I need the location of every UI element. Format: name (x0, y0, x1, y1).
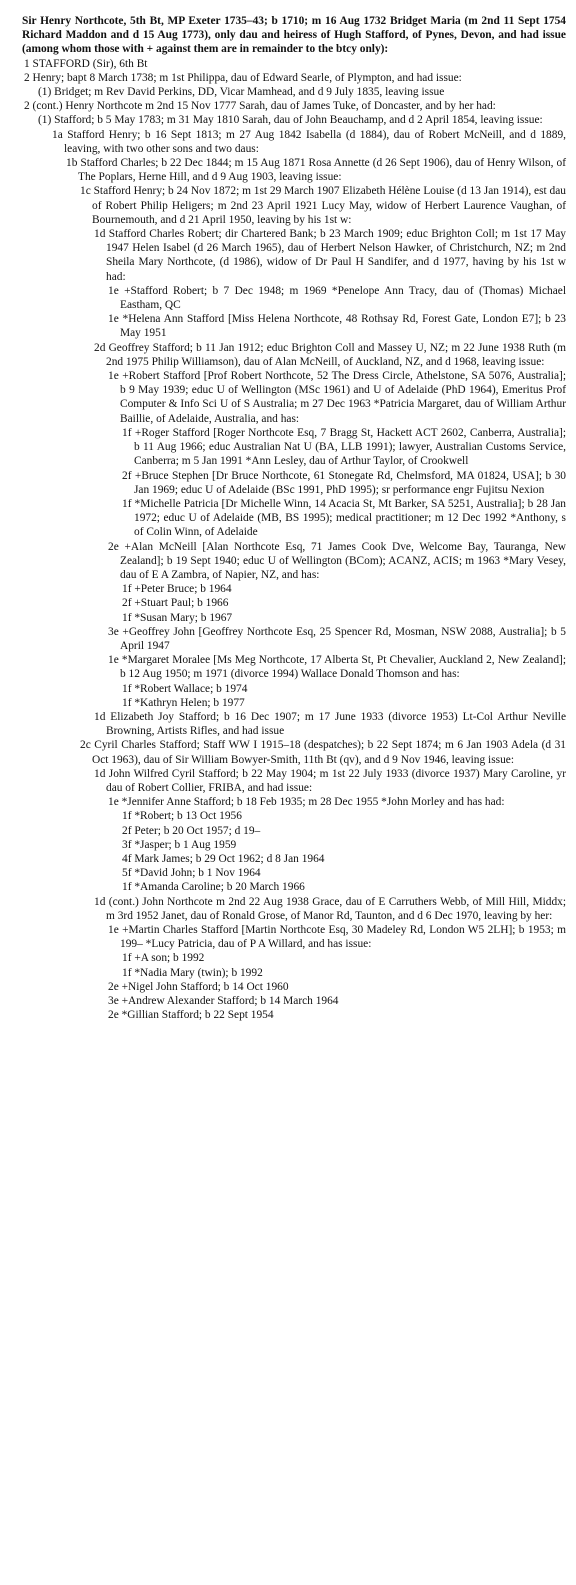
entry-1f-a-son: 1f +A son; b 1992 (122, 952, 205, 965)
entry-1-bridget: (1) Bridget; m Rev David Perkins, DD, Vicar Mamhead, and d 9 July 1835, leaving issue (38, 86, 445, 99)
entry-2-henry-cont: 2 (cont.) Henry Northcote m 2nd 15 Nov 1777 Sarah, dau of James Tuke, of Doncaster, and by her had: (24, 100, 496, 113)
entry-5f-david-john: 5f *David John; b 1 Nov 1964 (122, 867, 261, 880)
entry-1f-peter-bruce: 1f +Peter Bruce; b 1964 (122, 583, 232, 596)
entry-2f-peter: 2f Peter; b 20 Oct 1957; d 19– (122, 824, 261, 837)
entry-1e-martin-charles: 1e +Martin Charles Stafford [Martin Northcote Esq, 30 Madeley Rd, London W5 2LH]; b 1953; m 199– *Lucy Patricia, dau of P A Willard, and has issue: (108, 924, 566, 951)
entry-1d-elizabeth-joy: 1d Elizabeth Joy Stafford; b 16 Dec 1907; m 17 June 1933 (divorce 1953) Lt-Col Arthur Neville Browning, Artists Rifles, and had issue (94, 710, 566, 738)
entry-1a-stafford-henry: 1a Stafford Henry; b 16 Sept 1813; m 27 Aug 1842 Isabella (d 1884), dau of Robert McNeill, and d 1889, leaving, with two other sons and two daus: (52, 128, 566, 155)
entry-1e-robert-stafford: 1e +Robert Stafford [Prof Robert Northcote, 52 The Dress Circle, Athelstone, SA 5076, Australia]; b 9 May 1939; educ U of Wellington (MSc 1961) and U of Adelaide (PhD 1964), Emeritus Prof Computer & Info Sci U of S Australia; m 27 Dec 1963 *Patricia Margaret, dau of William Arthur Baillie, of Adelaide, Australia, and has: (108, 370, 566, 425)
entry-1f-susan-mary: 1f *Susan Mary; b 1967 (122, 611, 233, 624)
entry-2e-nigel-john: 2e +Nigel John Stafford; b 14 Oct 1960 (108, 980, 289, 993)
entry-4f-mark-james: 4f Mark James; b 29 Oct 1962; d 8 Jan 1964 (122, 852, 325, 865)
entry-2e-gillian-stafford: 2e *Gillian Stafford; b 22 Sept 1954 (108, 1009, 274, 1022)
entry-1d-stafford-charles-robert: 1d Stafford Charles Robert; dir Chartered Bank; b 23 March 1909; educ Brighton Coll; m 1st 17 May 1947 Helen Isabel (d 26 March 1965), dau of Herbert Nelson Hawker, of Christchurch, NZ; m 2nd Sheila Mary Northcote, (d 1986), widow of Dr Paul H Sandifer, and d 1977, having by his 1st w had: (94, 228, 566, 283)
entry-1d-john-northcote-cont: 1d (cont.) John Northcote m 2nd 22 Aug 1938 Grace, dau of E Carruthers Webb, of Mill Hill, Middx; m 3rd 1952 Janet, dau of Ronald Grose, of Manor Rd, Taunton, and d 6 Dec 1970, leaving by her: (94, 895, 566, 922)
entry-1e-helena-ann: 1e *Helena Ann Stafford [Miss Helena Northcote, 48 Rothsay Rd, Forest Gate, London E7]; b 23 May 1951 (108, 313, 566, 340)
entry-1f-michelle-patricia: 1f *Michelle Patricia [Dr Michelle Winn, 14 Acacia St, Mt Barker, SA 5251, Australia]; b 28 Jan 1972; educ U of Adelaide (MB, BS 1995); medical practitioner; m 12 Dec 1992 *Anthony, s of Colin Winn, of Adelaide (122, 497, 566, 539)
entry-1e-stafford-robert: 1e +Stafford Robert; b 7 Dec 1948; m 1969 *Penelope Ann Tracy, dau of (Thomas) Michael Eastham, QC (108, 284, 566, 312)
entry-1d-john-wilfred-cyril: 1d John Wilfred Cyril Stafford; b 22 May 1904; m 1st 22 July 1933 (divorce 1937) Mary Caroline, yr dau of Robert Collier, FRIBA, and had issue: (94, 767, 566, 794)
entry-2f-bruce-stephen: 2f +Bruce Stephen [Dr Bruce Northcote, 61 Stonegate Rd, Chelmsford, MA 01824, USA]; b 30 Jan 1969; educ U of Adelaide (BSc 1991, PhD 1995); sr performance engr Fujitsu Nexion (122, 469, 566, 496)
entry-1f-robert-wallace: 1f *Robert Wallace; b 1974 (122, 682, 248, 695)
entry-2-henry: 2 Henry; bapt 8 March 1738; m 1st Philippa, dau of Edward Searle, of Plympton, and had issue: (24, 71, 462, 84)
entry-1f-robert: 1f *Robert; b 13 Oct 1956 (122, 810, 242, 823)
entry-1f-amanda-caroline: 1f *Amanda Caroline; b 20 March 1966 (122, 881, 305, 894)
entry-2e-alan-mcneill: 2e +Alan McNeill [Alan Northcote Esq, 71 James Cook Dve, Welcome Bay, Tauranga, New Zealand]; b 19 Sept 1940; educ U of Wellington (BCom); ACANZ, ACIS; m 1963 *Mary Vesey, dau of E A Zambra, of Napier, NZ, and has: (108, 540, 566, 581)
entry-sir-henry-northcote: Sir Henry Northcote, 5th Bt, MP Exeter 1735–43; b 1710; m 16 Aug 1732 Bridget Maria (m 2nd 11 Sept 1754 Richard Maddon and d 15 Aug 1773), only dau and heiress of Hugh Stafford, of Pynes, Devon, and had issue (among whom those with + against them are in remainder to the btcy only): (22, 15, 566, 56)
entry-3e-andrew-alexander: 3e +Andrew Alexander Stafford; b 14 March 1964 (108, 995, 339, 1008)
entry-1e-jennifer-anne: 1e *Jennifer Anne Stafford; b 18 Feb 1935; m 28 Dec 1955 *John Morley and has had: (108, 796, 505, 809)
entry-1-stafford: (1) Stafford; b 5 May 1783; m 31 May 1810 Sarah, dau of John Beauchamp, and d 2 April 1854, leaving issue: (38, 114, 543, 127)
entry-1f-roger-stafford: 1f +Roger Stafford [Roger Northcote Esq, 7 Bragg St, Hackett ACT 2602, Canberra, Australia]; b 11 Aug 1966; educ Australian Nat U (BA, LLB 1991); lawyer, Australian Customs Service, Canberra; m 5 Jan 1991 *Ann Lesley, dau of Arthur Taylor, of Crookwell (122, 426, 566, 468)
entry-2d-geoffrey-stafford: 2d Geoffrey Stafford; b 11 Jan 1912; educ Brighton Coll and Massey U, NZ; m 22 June 1938 Ruth (m 2nd 1975 Philip Williamson), dau of Alan McNeill, of Auckland, NZ, and d 1968, leaving issue: (94, 341, 566, 368)
entry-3e-geoffrey-john: 3e +Geoffrey John [Geoffrey Northcote Esq, 25 Spencer Rd, Mosman, NSW 2088, Australia]; b 5 April 1947 (108, 625, 566, 652)
entry-3f-jasper: 3f *Jasper; b 1 Aug 1959 (122, 838, 237, 851)
entry-1f-nadia-mary: 1f *Nadia Mary (twin); b 1992 (122, 966, 263, 979)
entry-1f-kathryn-helen: 1f *Kathryn Helen; b 1977 (122, 696, 245, 709)
entry-2f-stuart-paul: 2f +Stuart Paul; b 1966 (122, 597, 229, 610)
entry-2c-cyril-charles: 2c Cyril Charles Stafford; Staff WW I 1915–18 (despatches); b 22 Sept 1874; m 6 Jan 1903 Adela (d 31 Oct 1963), dau of Sir William Bowyer-Smith, 11th Bt (qv), and d 9 Nov 1946, leaving issue: (80, 739, 566, 766)
entry-1b-stafford-charles: 1b Stafford Charles; b 22 Dec 1844; m 15 Aug 1871 Rosa Annette (d 26 Sept 1906), dau of Henry Wilson, of The Poplars, Herne Hill, and d 9 Aug 1903, leaving issue: (66, 157, 566, 184)
entry-1c-stafford-henry: 1c Stafford Henry; b 24 Nov 1872; m 1st 29 March 1907 Elizabeth Hélène Louise (d 13 Jan 1914), est dau of Robert Philip Heligers; m 2nd 23 April 1921 Lucy May, widow of Herbert Laurence Vaughan, of Bournemouth, and d 21 April 1950, leaving by his 1st w: (80, 185, 567, 226)
entry-1-stafford-6th-bt: 1 STAFFORD (Sir), 6th Bt (24, 57, 148, 70)
entry-1e-margaret-moralee: 1e *Margaret Moralee [Ms Meg Northcote, 17 Alberta St, Pt Chevalier, Auckland 2, New Zealand]; b 12 Aug 1950; m 1971 (divorce 1994) Wallace Donald Thomson and has: (108, 654, 566, 681)
